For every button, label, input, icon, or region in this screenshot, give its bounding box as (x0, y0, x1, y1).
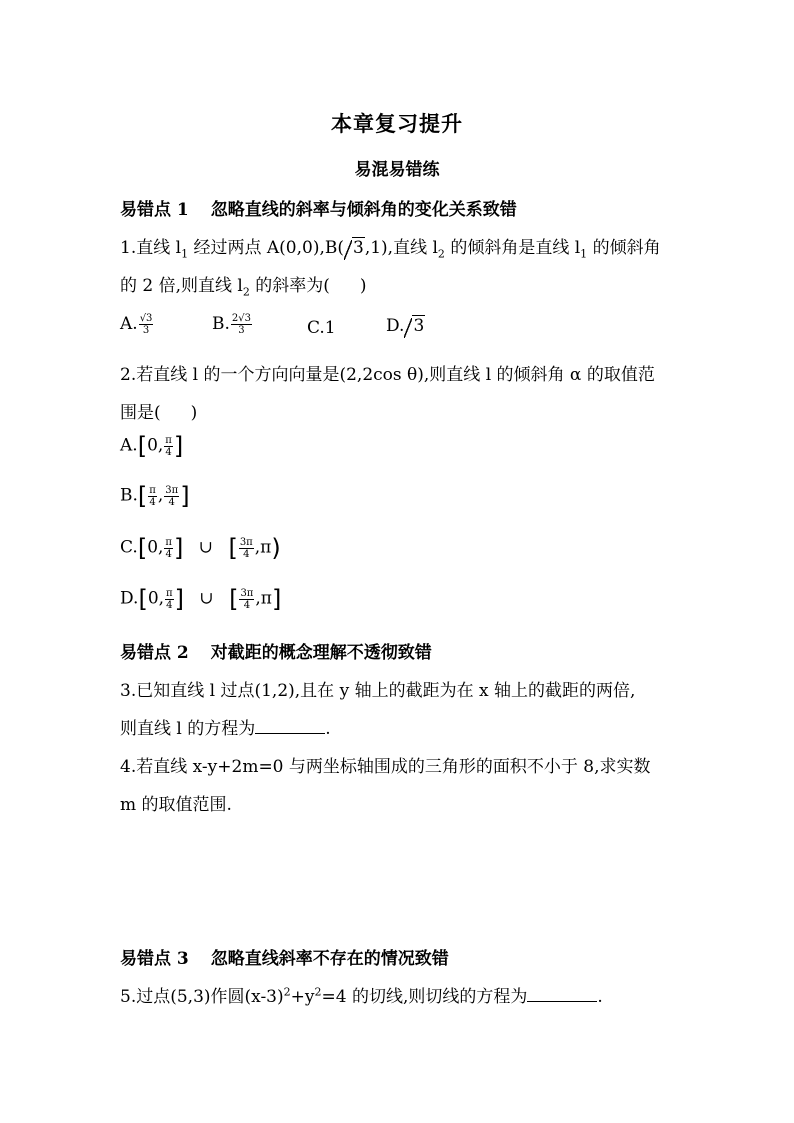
q5-text: 5.过点(5,3)作圆(x-3) (120, 987, 284, 1007)
answer-blank[interactable] (255, 719, 325, 734)
page-subtitle: 易混易错练 (354, 160, 440, 180)
right-bracket: ] (271, 585, 282, 613)
q5-superscript: 2 (283, 985, 291, 999)
fraction (164, 537, 173, 560)
option-label: A. (120, 314, 138, 334)
left-bracket: [ (137, 534, 148, 562)
right-paren: ) (271, 534, 281, 562)
q1-text: 经过两点 A(0,0),B( (188, 238, 344, 258)
q1-subscript: 1 (181, 247, 189, 261)
right-bracket: ] (174, 585, 184, 613)
q1-text: ) (359, 276, 367, 296)
fraction (239, 537, 254, 560)
interval-start: 0, (147, 435, 164, 456)
fraction-numerator: 3π (240, 587, 254, 599)
fraction (148, 485, 157, 508)
option-label: A. (120, 435, 138, 456)
q2-option-b: B.[ $\frac{\pi}{4}$ , $\frac{3\pi}{4}$ ] (120, 482, 190, 510)
fraction-denominator: 3 (238, 325, 245, 336)
question-2-line-1: 2.若直线 l 的一个方向向量是(2,2cos θ),则直线 l 的倾斜角 α 的取值范 (120, 365, 655, 385)
fraction (239, 588, 254, 611)
right-bracket: ] (180, 482, 190, 510)
q1-text: 的斜率为( (249, 276, 330, 296)
left-bracket: [ (137, 482, 148, 510)
sqrt-symbol (344, 238, 365, 258)
interval-start: 0, (147, 588, 165, 609)
fraction-denominator: 4 (165, 446, 172, 458)
fraction-numerator: π (165, 536, 172, 548)
fraction-numerator: π (149, 484, 156, 496)
fraction-numerator: 2√3 (231, 313, 252, 324)
section-text: 忽略直线斜率不存在的情况致错 (210, 949, 449, 969)
question-4-line-1: 4.若直线 x-y+2m=0 与两坐标轴围成的三角形的面积不小于 8,求实数 (120, 757, 651, 777)
interval-end: ,π (255, 588, 272, 609)
question-3-line-1: 3.已知直线 l 过点(1,2),且在 y 轴上的截距为在 x 轴上的截距的两倍, (120, 681, 636, 701)
q5-text: =4 的切线,则切线的方程为 (321, 987, 528, 1007)
interval-start: 0, (147, 537, 164, 558)
section-heading-1 (120, 195, 517, 220)
q1-option-c: C.1 (307, 318, 336, 338)
q1-text: 1.直线 l (120, 238, 182, 258)
option-label: B. (212, 314, 230, 334)
section-label: 易错点 1 (120, 200, 189, 220)
q1-text: 的 2 倍,则直线 l (120, 276, 243, 296)
question-4-line-2: m 的取值范围. (120, 795, 232, 815)
fraction (139, 313, 154, 336)
fraction-denominator: 4 (166, 599, 173, 611)
sqrt-symbol (404, 316, 425, 336)
q1-option-a (120, 313, 154, 336)
fraction-numerator: 3π (165, 484, 179, 496)
q1-text: 的倾斜角 (587, 238, 661, 258)
q2-text: ) (190, 403, 198, 423)
interval-end: ,π (254, 537, 272, 558)
fraction (164, 435, 173, 458)
fraction (231, 313, 252, 336)
option-label: B. (120, 485, 138, 506)
q3-text: 则直线 l 的方程为 (120, 719, 256, 739)
section-label: 易错点 2 (120, 643, 189, 663)
q1-option-b (212, 313, 253, 336)
page-title: 本章复习提升 (331, 111, 463, 136)
q2-option-c (120, 536, 281, 560)
q1-option-d (386, 316, 425, 336)
union-symbol: ∪ (199, 588, 214, 609)
q1-radicand: 3 (352, 238, 364, 258)
fraction-numerator: 3π (239, 536, 253, 548)
right-bracket: ] (173, 432, 184, 460)
q1-text: 的倾斜角是直线 l (444, 238, 581, 258)
q1-subscript: 2 (437, 247, 445, 261)
q2-option-d (120, 587, 281, 611)
q1-text: ,1),直线 l (364, 238, 438, 258)
fraction (164, 485, 179, 508)
left-bracket: [ (138, 585, 148, 613)
question-5-line-1 (120, 982, 603, 1007)
fraction-numerator: π (165, 434, 172, 446)
fraction (165, 588, 174, 611)
question-1-line-1 (120, 233, 661, 260)
fraction-denominator: 4 (168, 496, 175, 508)
left-bracket: [ (228, 534, 238, 562)
q2-text: 围是( (120, 403, 161, 423)
q5-text: . (597, 987, 603, 1007)
fraction-denominator: 3 (142, 325, 150, 336)
q1-subscript: 1 (580, 247, 588, 261)
fraction-denominator: 4 (149, 496, 156, 508)
union-symbol: ∪ (198, 537, 214, 558)
section-text: 对截距的概念理解不透彻致错 (210, 643, 432, 663)
option-label: D. (386, 316, 405, 336)
section-text: 忽略直线的斜率与倾斜角的变化关系致错 (210, 200, 517, 220)
answer-blank[interactable] (527, 987, 597, 1002)
section-heading-2 (120, 638, 432, 663)
question-2-line-2 (120, 398, 197, 423)
right-bracket: ] (174, 534, 184, 562)
fraction-numerator: π (166, 587, 173, 599)
q3-text: . (325, 719, 331, 739)
option-label: D. (120, 588, 139, 609)
option-label: C. (120, 537, 138, 558)
left-bracket: [ (229, 585, 239, 613)
q1-subscript: 2 (242, 285, 250, 299)
fraction-numerator: √3 (139, 313, 153, 324)
fraction-denominator: 4 (165, 548, 172, 560)
q5-superscript: 2 (314, 985, 322, 999)
q2-option-a (120, 434, 183, 458)
fraction-denominator: 4 (243, 599, 251, 611)
section-label: 易错点 3 (120, 949, 189, 969)
q5-text: +y (290, 987, 315, 1007)
fraction-denominator: 4 (243, 548, 250, 560)
question-1-line-2 (120, 271, 367, 298)
section-heading-3 (120, 944, 449, 969)
left-bracket: [ (137, 432, 148, 460)
question-3-line-2 (120, 714, 331, 739)
radicand: 3 (413, 316, 425, 336)
